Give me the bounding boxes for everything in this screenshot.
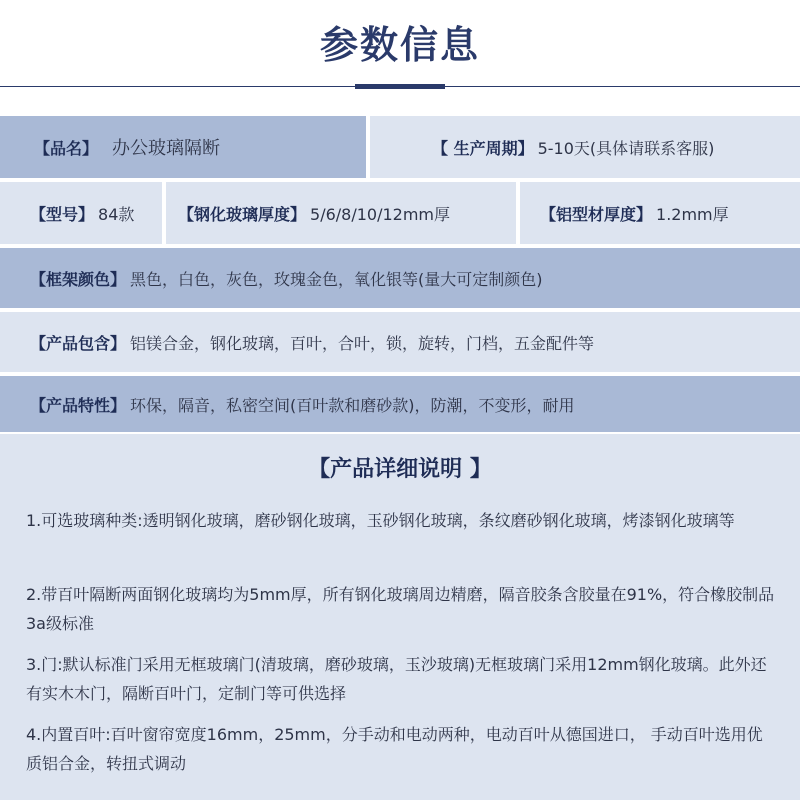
- product-features-value: 环保，隔音，私密空间(百叶款和磨砂款)，防潮，不变形，耐用: [130, 395, 575, 415]
- model-value: 84款: [98, 204, 135, 224]
- model-label: 【型号】: [30, 204, 95, 224]
- param-row-features: [0, 376, 800, 432]
- detail-paragraph-4: 4.内置百叶:百叶窗帘宽度16mm，25mm，分手动和电动两种，电动百叶从德国进口， 手动百叶选用优质铝合金，转扭式调动: [26, 725, 763, 773]
- production-cycle-label: 【 生产周期】: [432, 138, 534, 158]
- detail-paragraph-1: 1.可选玻璃种类:透明钢化玻璃，磨砂钢化玻璃，玉砂钢化玻璃，条纹磨砂钢化玻璃，烤漆钢化玻璃等: [26, 511, 735, 530]
- header: [0, 0, 800, 112]
- param-row-colors: [0, 248, 800, 308]
- param-row-name: [0, 116, 800, 178]
- product-name-label: 【品名】: [34, 138, 99, 158]
- model-cell: [0, 182, 162, 244]
- product-contents-value: 铝镁合金，钢化玻璃，百叶，合叶，锁，旋转，门档，五金配件等: [130, 333, 595, 353]
- frame-color-value: 黑色，白色，灰色，玫瑰金色，氧化银等(量大可定制颜色): [130, 269, 543, 289]
- detail-paragraph-2: 2.带百叶隔断两面钢化玻璃均为5mm厚，所有钢化玻璃周边精磨，隔音胶条含胶量在91%，符合橡胶制品3a级标准: [26, 585, 775, 633]
- glass-thickness-label: 【钢化玻璃厚度】: [178, 204, 307, 224]
- product-detail-section: [0, 434, 800, 800]
- aluminum-thickness-cell: [520, 182, 800, 244]
- title-divider-accent: [355, 84, 445, 89]
- aluminum-thickness-value: 1.2mm厚: [656, 204, 729, 224]
- product-contents-cell: [0, 312, 800, 372]
- glass-thickness-value: 5/6/8/10/12mm厚: [310, 204, 451, 224]
- glass-thickness-cell: [166, 182, 516, 244]
- aluminum-thickness-label: 【铝型材厚度】: [540, 204, 653, 224]
- product-detail-title: 【产品详细说明 】: [308, 457, 492, 482]
- product-name-cell: [0, 116, 366, 178]
- param-row-specs: [0, 182, 800, 244]
- detail-paragraph-3: 3.门:默认标准门采用无框玻璃门(清玻璃，磨砂玻璃，玉沙玻璃)无框玻璃门采用12mm钢化玻璃。此外还有实木木门，隔断百叶门，定制门等可供选择: [26, 655, 767, 703]
- production-cycle-cell: [370, 116, 800, 178]
- frame-color-label: 【框架颜色】: [30, 269, 127, 289]
- param-row-contents: [0, 312, 800, 372]
- production-cycle-value: 5-10天(具体请联系客服): [537, 138, 715, 158]
- product-features-label: 【产品特性】: [30, 395, 127, 415]
- product-contents-label: 【产品包含】: [30, 333, 127, 353]
- frame-color-cell: [0, 248, 800, 308]
- product-name-value: 办公玻璃隔断: [112, 138, 221, 159]
- product-features-cell: [0, 376, 800, 432]
- page-title: 参数信息: [319, 23, 480, 67]
